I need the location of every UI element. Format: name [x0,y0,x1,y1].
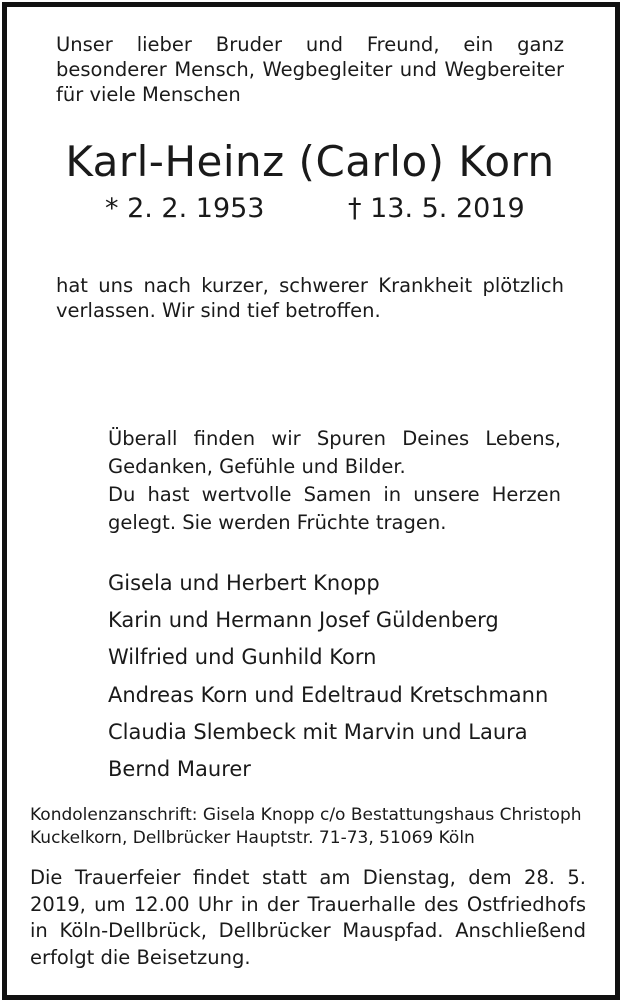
poem-line: Überall finden wir Spuren Deines Lebens, [108,427,561,450]
poem [108,425,561,537]
intro-text: Unser lieber Bruder und Freund, ein ganz besonderer Mensch, Wegbegleiter und Wegbereiter für viele Menschen [56,33,564,106]
mourner-name: Claudia Slembeck mit Marvin und Laura [108,719,528,744]
condolence-address: Kondolenzanschrift: Gisela Knopp c/o Bestattungshaus Christoph Kuckelkorn, Dellbrücker Hauptstr. 71-73, 51069 Köln [30,805,582,848]
passing-text: hat uns nach kurzer, schwerer Krankheit plötzlich verlassen. Wir sind tief betroffen. [56,274,564,322]
mourner-name: Bernd Maurer [108,757,251,782]
deceased-name: Karl-Heinz (Carlo) Korn [65,137,555,186]
poem-line: Du hast wertvolle Samen in unsere Herzen [108,483,561,506]
mourners-list [108,565,548,788]
mourner-name: Karin und Hermann Josef Güldenberg [108,608,499,633]
poem-line: gelegt. Sie werden Früchte tragen. [108,511,447,534]
mourner-name: Andreas Korn und Edeltraud Kretschmann [108,682,549,707]
mourner-name: Gisela und Herbert Knopp [108,571,380,595]
birth-date: * 2. 2. 1953 [105,193,265,224]
mourner-name: Wilfried und Gunhild Korn [108,645,377,670]
funeral-info: Die Trauerfeier findet statt am Dienstag, dem 28. 5. 2019, um 12.00 Uhr in der Trauerhalle des Ostfriedhofs in Köln-Dellbrück, Dellbrücker Mauspfad. Anschließend erfolgt die Beisetzung. [30,866,586,969]
death-date: † 13. 5. 2019 [348,193,525,224]
poem-line: Gedanken, Gefühle und Bilder. [108,455,406,478]
